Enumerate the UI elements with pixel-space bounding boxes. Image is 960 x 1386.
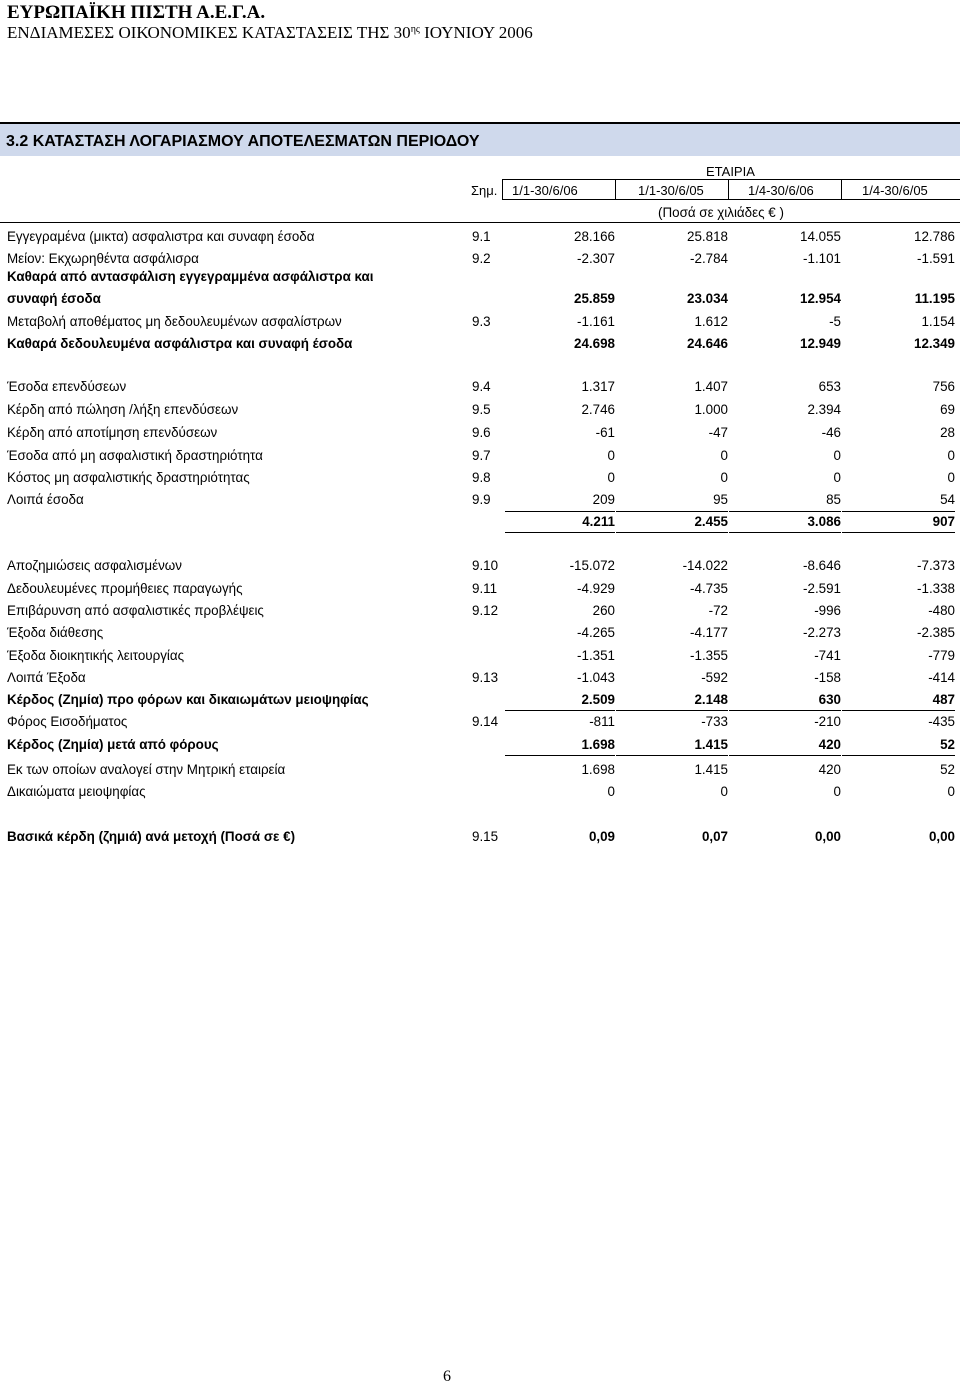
section-title: 3.2 ΚΑΤΑΣΤΑΣΗ ΛΟΓΑΡΙΑΣΜΟΥ ΑΠΟΤΕΛΕΣΜΑΤΩΝ ΠΕΡΙΟΔΟΥ: [6, 133, 480, 150]
row-value: 12.786: [914, 229, 955, 244]
row-value: 630: [818, 692, 841, 707]
row-value: 0: [607, 470, 615, 485]
period-header-3: 1/4-30/6/06: [748, 183, 814, 198]
row-value: 653: [818, 379, 841, 394]
row-value: 2.509: [581, 692, 615, 707]
row-label: Καθαρά δεδουλευμένα ασφάλιστρα και συναφή έσοδα: [7, 336, 353, 351]
row-value: -435: [928, 714, 955, 729]
row-value: 54: [940, 492, 955, 507]
row-label: Μεταβολή αποθέματος μη δεδουλευμένων ασφαλίστρων: [7, 314, 342, 329]
row-value: 1.415: [694, 762, 728, 777]
row-value: 52: [940, 737, 955, 752]
row-value: 11.195: [914, 291, 955, 306]
row-label: Κέρδη από αποτίμηση επενδύσεων: [7, 425, 218, 440]
row-note: 9.10: [472, 558, 499, 573]
row-value: 25.859: [574, 291, 615, 306]
report-subtitle: ΕΝΔΙΑΜΕΣΕΣ ΟΙΚΟΝΟΜΙΚΕΣ ΚΑΤΑΣΤΑΣΕΙΣ ΤΗΣ $30^{\eta\varsigma}$ ΙΟΥΝΙΟΥ 2006: [7, 23, 533, 42]
row-value: -480: [928, 603, 955, 618]
row-label: Κέρδη από πώληση /λήξη επενδύσεων: [7, 402, 239, 417]
value-underline: [842, 511, 955, 512]
row-value: 420: [818, 737, 841, 752]
row-value: -4.177: [690, 625, 728, 640]
row-value: 4.211: [582, 514, 615, 529]
section-title-bar: [0, 122, 960, 156]
row-value: 3.086: [807, 514, 841, 529]
row-value: -1.351: [577, 648, 615, 663]
row-label: Βασικά κέρδη (ζημιά) ανά μετοχή (Ποσά σε €): [7, 829, 296, 844]
row-value: -414: [928, 670, 955, 685]
row-value: 1.000: [694, 402, 728, 417]
row-note: 9.5: [472, 402, 491, 417]
row-value: 2.746: [581, 402, 615, 417]
row-value: 1.698: [581, 762, 615, 777]
header-divider-0: [502, 179, 503, 199]
row-value: 2.148: [694, 692, 728, 707]
row-value: 0: [947, 784, 955, 799]
row-value: 28: [940, 425, 955, 440]
value-underline: [729, 710, 841, 711]
row-label: Κόστος μη ασφαλιστικής δραστηριότητας: [7, 470, 250, 485]
row-value: 0: [833, 784, 841, 799]
row-note: 9.14: [472, 714, 499, 729]
row-label: Λοιπά Έξοδα: [7, 670, 86, 685]
table-top-rule: [0, 222, 960, 223]
row-value: -4.929: [577, 581, 615, 596]
row-label: Φόρος Εισοδήματος: [7, 714, 128, 729]
row-value: -4.735: [690, 581, 728, 596]
page-number: 6: [443, 1368, 451, 1385]
row-label: Έσοδα από μη ασφαλιστική δραστηριότητα: [7, 448, 263, 463]
row-value: 28.166: [574, 229, 615, 244]
row-note: 9.3: [472, 314, 491, 329]
value-underline: [729, 755, 841, 756]
row-value: -2.591: [803, 581, 841, 596]
row-value: -592: [701, 670, 728, 685]
row-value: 1.612: [694, 314, 728, 329]
row-value: -72: [708, 603, 728, 618]
row-value: 487: [932, 692, 955, 707]
row-value: 0: [607, 448, 615, 463]
period-header-4: 1/4-30/6/05: [862, 183, 928, 198]
header-rule-top: [502, 179, 960, 180]
header-divider-3: [841, 179, 842, 199]
row-value: 2.455: [694, 514, 728, 529]
value-underline: [729, 532, 841, 533]
row-value: -158: [814, 670, 841, 685]
row-label: Έξοδα διοικητικής λειτουργίας: [7, 648, 185, 663]
row-value: 85: [826, 492, 841, 507]
value-underline: [505, 511, 615, 512]
row-value: 1.698: [581, 737, 615, 752]
row-value: -1.355: [690, 648, 728, 663]
row-value: -779: [928, 648, 955, 663]
row-value: -1.591: [917, 251, 955, 266]
row-value: -14.022: [682, 558, 728, 573]
row-value: 24.698: [574, 336, 615, 351]
row-label: Εγγεγραμένα (μικτα) ασφαλιστρα και συναφη έσοδα: [7, 229, 315, 244]
row-value: 69: [940, 402, 955, 417]
row-value: 95: [713, 492, 728, 507]
value-underline: [616, 532, 728, 533]
row-value: 14.055: [800, 229, 841, 244]
row-value: 0: [833, 448, 841, 463]
row-note: 9.9: [472, 492, 491, 507]
period-header-2: 1/1-30/6/05: [638, 183, 704, 198]
row-note: 9.13: [472, 670, 499, 685]
row-note: 9.2: [472, 251, 491, 266]
row-value: 209: [592, 492, 615, 507]
row-value: -1.338: [917, 581, 955, 596]
row-label: Καθαρά από αντασφάλιση εγγεγραμμένα ασφάλιστρα και: [7, 269, 374, 284]
value-underline: [616, 755, 728, 756]
row-value: 0: [720, 448, 728, 463]
note-column-header: Σημ.: [471, 183, 498, 198]
row-value: 24.646: [687, 336, 728, 351]
row-value: -2.784: [690, 251, 728, 266]
row-value: -4.265: [577, 625, 615, 640]
row-value: 0,00: [814, 829, 841, 844]
row-value: -46: [821, 425, 841, 440]
value-underline: [842, 532, 955, 533]
row-note: 9.6: [472, 425, 491, 440]
row-value: 0,09: [588, 829, 615, 844]
period-header-1: 1/1-30/6/06: [512, 183, 578, 198]
row-value: -5: [829, 314, 841, 329]
row-value: 1.317: [581, 379, 615, 394]
row-value: 12.954: [800, 291, 841, 306]
row-value: 25.818: [687, 229, 728, 244]
row-value: -1.043: [577, 670, 615, 685]
amounts-unit-note: (Ποσά σε χιλιάδες € ): [658, 205, 784, 220]
value-underline: [505, 532, 615, 533]
row-value: 52: [940, 762, 955, 777]
row-value: 0: [947, 470, 955, 485]
row-value: -7.373: [917, 558, 955, 573]
row-value: -210: [814, 714, 841, 729]
row-value: 907: [932, 514, 955, 529]
row-note: 9.7: [472, 448, 491, 463]
row-value: -811: [589, 714, 615, 729]
row-label: Επιβάρυνση από ασφαλιστικές προβλέψεις: [7, 603, 264, 618]
row-label-continued: συναφή έσοδα: [7, 291, 101, 306]
row-label: Εκ των οποίων αναλογεί στην Μητρική εταιρεία: [7, 762, 286, 777]
value-underline: [505, 755, 615, 756]
row-note: 9.11: [472, 581, 498, 596]
row-value: 0: [947, 448, 955, 463]
row-value: -2.307: [577, 251, 615, 266]
company-name: ΕΥΡΩΠΑΪΚΗ ΠΙΣΤΗ Α.Ε.Γ.Α.: [7, 2, 266, 23]
row-value: 0: [720, 784, 728, 799]
row-value: 2.394: [807, 402, 841, 417]
row-value: 0: [607, 784, 615, 799]
header-divider-1: [615, 179, 616, 199]
row-value: -47: [708, 425, 728, 440]
row-label: Δεδουλευμένες προμήθειες παραγωγής: [7, 581, 243, 596]
row-note: 9.1: [472, 229, 491, 244]
row-label: Μείον: Εκχωρηθέντα ασφάλισρα: [7, 251, 199, 266]
row-label: Έσοδα επενδύσεων: [7, 379, 127, 394]
row-value: -741: [814, 648, 841, 663]
row-label: Αποζημιώσεις ασφαλισμένων: [7, 558, 182, 573]
row-label: Δικαιώματα μειοψηφίας: [7, 784, 146, 799]
value-underline: [616, 511, 728, 512]
row-value: -8.646: [803, 558, 841, 573]
row-note: 9.15: [472, 829, 499, 844]
value-underline: [616, 710, 728, 711]
row-value: 0,00: [928, 829, 955, 844]
row-value: -2.385: [917, 625, 955, 640]
row-value: -733: [701, 714, 728, 729]
row-value: 1.407: [694, 379, 728, 394]
header-divider-2: [728, 179, 729, 199]
value-underline: [842, 710, 955, 711]
row-value: -1.101: [803, 251, 841, 266]
row-value: 260: [592, 603, 615, 618]
header-rule-bottom: [502, 199, 960, 200]
row-note: 9.12: [472, 603, 499, 618]
company-column-label: ΕΤΑΙΡΙΑ: [706, 164, 755, 179]
row-label: Λοιπά έσοδα: [7, 492, 84, 507]
row-label: Έξοδα διάθεσης: [7, 625, 104, 640]
row-note: 9.4: [472, 379, 491, 394]
row-value: 12.949: [800, 336, 841, 351]
row-value: 23.034: [687, 291, 728, 306]
row-value: 0: [833, 470, 841, 485]
row-value: -61: [595, 425, 615, 440]
row-label: Κέρδος (Ζημία) προ φόρων και δικαιωμάτων μειοψηφίας: [7, 692, 369, 707]
value-underline: [729, 511, 841, 512]
row-note: 9.8: [472, 470, 491, 485]
row-value: 420: [818, 762, 841, 777]
value-underline: [842, 755, 955, 756]
row-value: 1.415: [694, 737, 728, 752]
row-value: 0: [720, 470, 728, 485]
row-value: -2.273: [803, 625, 841, 640]
row-value: -996: [814, 603, 841, 618]
row-value: -15.072: [569, 558, 615, 573]
value-underline: [505, 710, 615, 711]
row-value: 0,07: [701, 829, 728, 844]
row-value: 12.349: [914, 336, 955, 351]
row-label: Κέρδος (Ζημία) μετά από φόρους: [7, 737, 219, 752]
row-value: 1.154: [921, 314, 955, 329]
row-value: -1.161: [577, 314, 615, 329]
row-value: 756: [932, 379, 955, 394]
